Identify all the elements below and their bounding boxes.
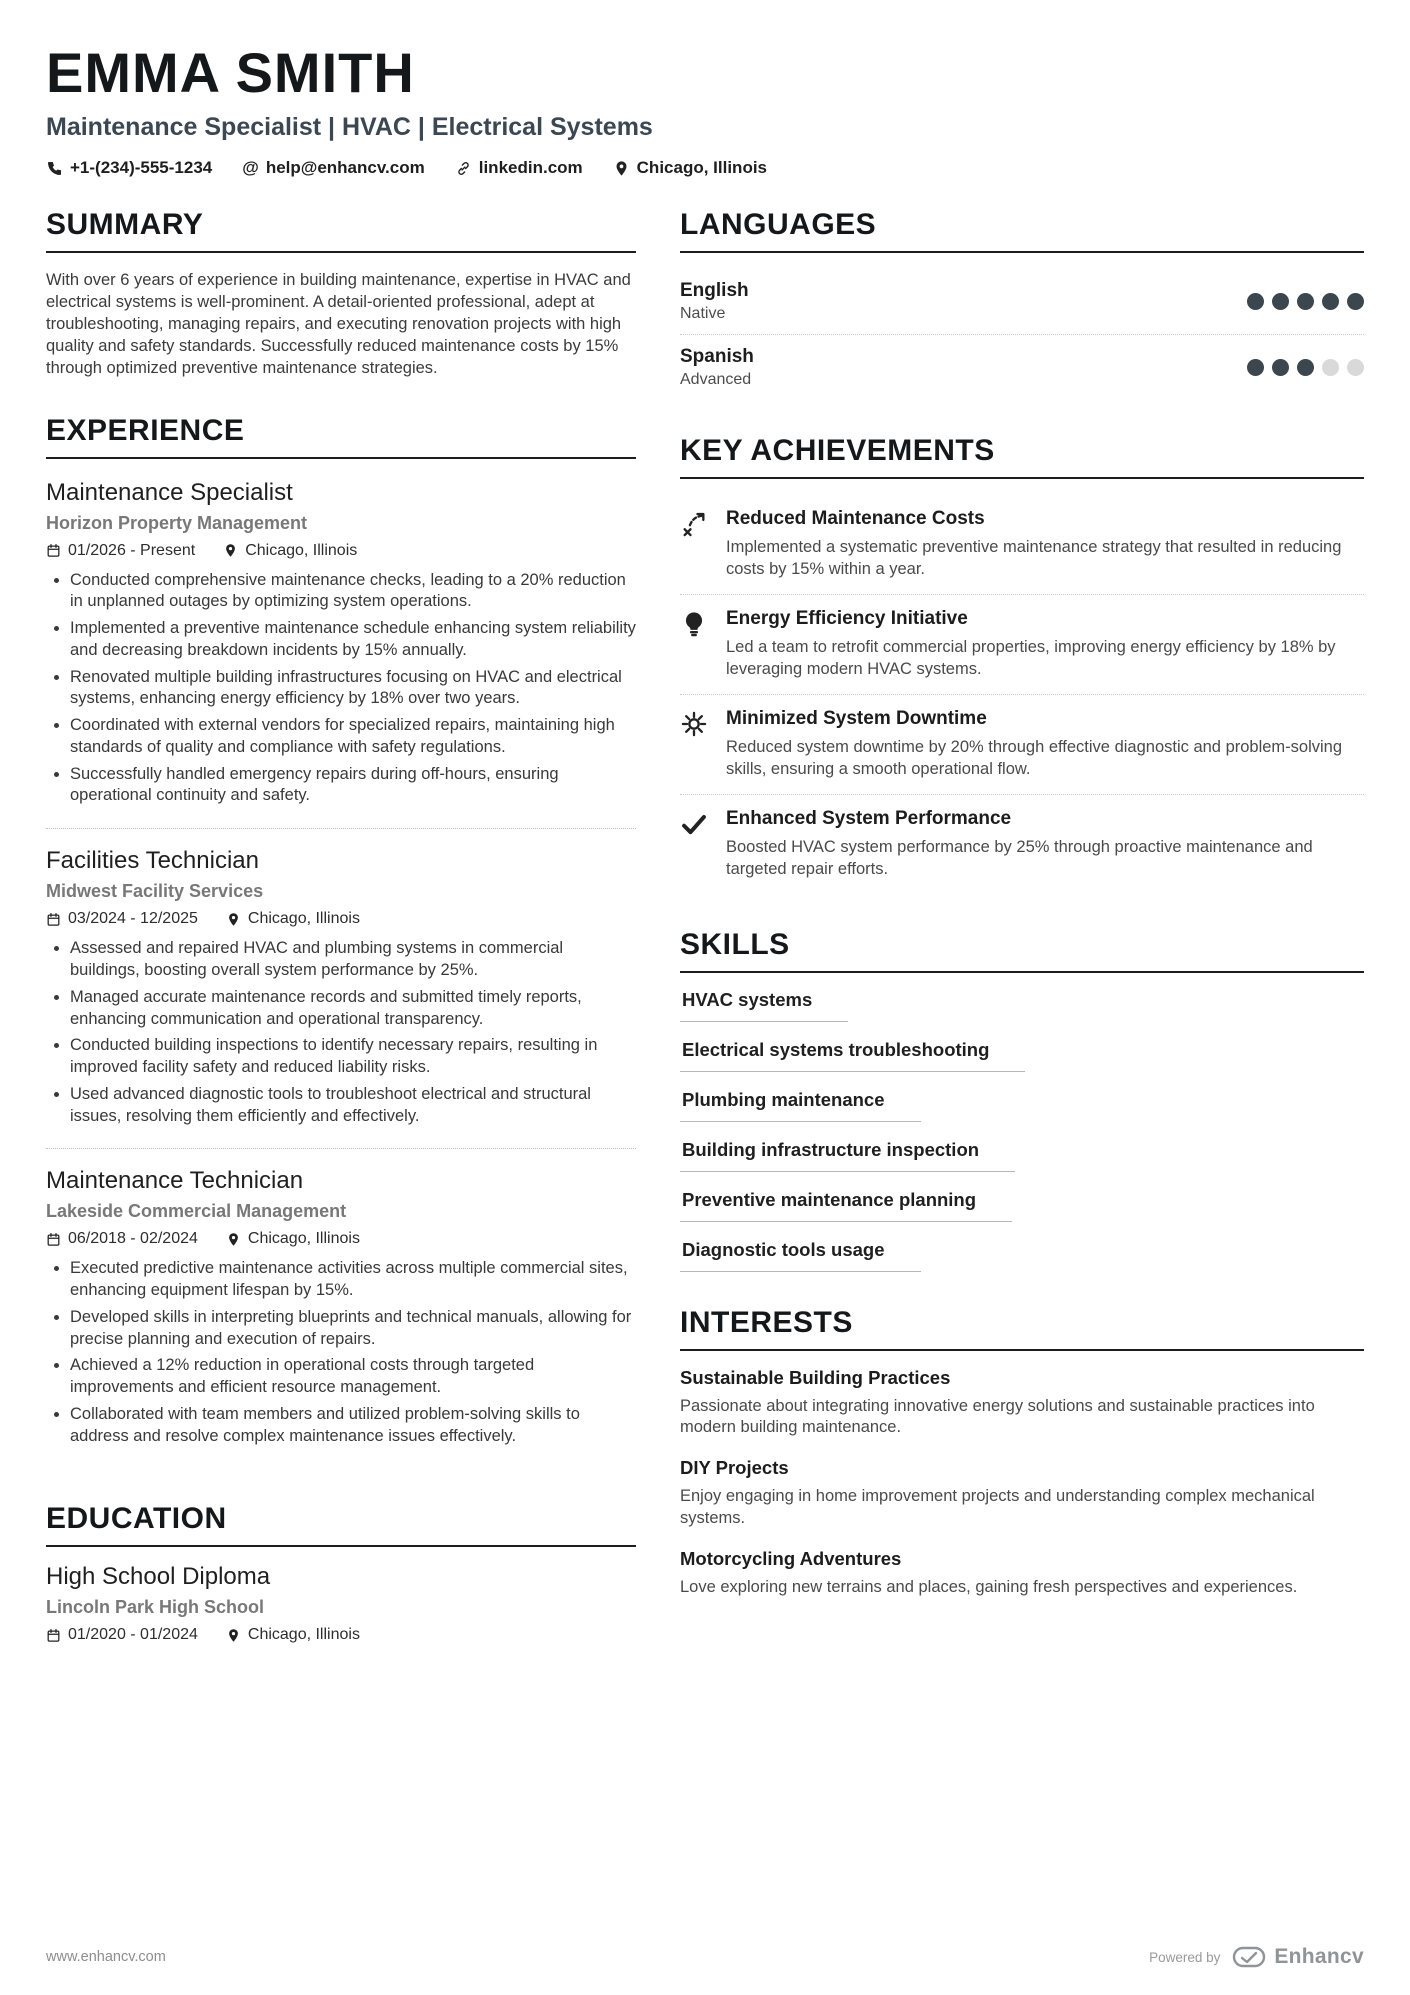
job-meta [46,542,636,560]
enhancv-logo-icon [1232,1945,1266,1969]
level-dot [1272,359,1289,376]
skills-heading: SKILLS [680,928,1364,973]
education-dates: 01/2020 - 01/2024 [46,1626,198,1644]
footer-site-link[interactable]: www.enhancv.com [46,1949,166,1965]
phone-value: +1-(234)-555-1234 [70,158,213,177]
job-meta [46,910,636,928]
job-bullet: • Collaborated with team members and utilized problem-solving skills to address and resolve complex maintenance issues effectively. [70,1404,636,1448]
job-bullets [46,570,636,808]
achievements-heading: KEY ACHIEVEMENTS [680,434,1364,479]
achievement-text: Implemented a systematic preventive maintenance strategy that resulted in reducing costs by 15% within a year. [726,538,1342,578]
level-dot [1322,293,1339,310]
right-column [680,208,1364,1678]
job-location: Chicago, Illinois [226,1230,360,1248]
achievement-text: Reduced system downtime by 20% through effective diagnostic and problem-solving skills, ensuring a smooth operational flow. [726,737,1343,778]
languages-heading: LANGUAGES [680,208,1364,253]
job-bullet: • Conducted building inspections to identify necessary repairs, resulting in improved facility safety and reduced liability risks. [70,1035,636,1079]
skill-item: HVAC systems [680,989,848,1022]
location-pin-icon [226,1628,241,1643]
job-role: Maintenance Specialist [46,478,293,506]
content-columns [46,208,1364,1678]
achievement-text: Led a team to retrofit commercial properties, improving energy efficiency by 18% by leveraging modern HVAC systems. [726,637,1336,678]
bulb-icon [680,608,712,681]
job-bullets [46,1258,636,1447]
page-footer [46,1945,1364,1969]
website-contact[interactable] [455,158,583,178]
job-company: Horizon Property Management [46,512,308,533]
left-column [46,208,636,1678]
calendar-icon [46,912,61,927]
interest-item [680,1367,1364,1440]
achievements-section [680,434,1364,894]
skills-section [680,928,1364,1272]
job-bullet: • Renovated multiple building infrastructures focusing on HVAC and electrical systems, enhancing energy efficiency by 18% over two years. [70,667,636,711]
achievement-title: Energy Efficiency Initiative [726,607,968,629]
job-bullet: • Executed predictive maintenance activities across multiple commercial sites, enhancing equipment lifespan by 15%. [70,1258,636,1302]
skill-item: Building infrastructure inspection [680,1139,1015,1172]
language-dots [1247,359,1364,376]
interest-text: Enjoy engaging in home improvement projects and understanding complex mechanical systems. [680,1487,1315,1528]
job-bullet: • Developed skills in interpreting blueprints and technical manuals, allowing for precise planning and execution of repairs. [70,1307,636,1351]
skill-item: Plumbing maintenance [680,1089,921,1122]
level-dot [1347,359,1364,376]
job-bullet: • Used advanced diagnostic tools to troubleshoot electrical and structural issues, resolving them efficiently and effectively. [70,1084,636,1128]
level-dot [1297,293,1314,310]
calendar-icon [46,1232,61,1247]
link-icon [455,160,472,177]
level-dot [1247,359,1264,376]
skill-row [680,989,1364,1022]
calendar-icon [46,543,61,558]
education-meta [46,1626,636,1644]
education-school: Lincoln Park High School [46,1597,265,1618]
experience-section [46,414,636,1469]
level-dot [1297,359,1314,376]
job-bullet: • Managed accurate maintenance records and submitted timely reports, enhancing communication and operational transparency. [70,987,636,1031]
job-location: Chicago, Illinois [223,542,357,560]
job-location: Chicago, Illinois [226,910,360,928]
skill-item: Diagnostic tools usage [680,1239,921,1272]
location-pin-icon [226,912,241,927]
interest-item [680,1457,1364,1530]
at-icon: @ [242,158,259,177]
job-company: Midwest Facility Services [46,881,264,902]
job-bullet: • Achieved a 12% reduction in operational costs through targeted improvements and efficient resource management. [70,1355,636,1399]
skill-row [680,1239,1364,1272]
location-value: Chicago, Illinois [636,158,768,177]
interest-text: Love exploring new terrains and places, gaining fresh perspectives and experiences. [680,1578,1298,1597]
job-entry [46,828,636,1148]
phone-contact[interactable] [46,158,212,178]
job-bullet: • Successfully handled emergency repairs during off-hours, ensuring operational continuity and safety. [70,764,636,808]
job-dates: 03/2024 - 12/2025 [46,910,198,928]
interests-heading: INTERESTS [680,1306,1364,1351]
enhancv-brand-name: Enhancv [1274,1945,1364,1968]
interest-text: Passionate about integrating innovative energy solutions and sustainable practices into modern building maintenance. [680,1396,1315,1437]
achievement-title: Minimized System Downtime [726,707,987,729]
person-name: EMMA SMITH [46,41,415,104]
level-dot [1322,359,1339,376]
phone-icon [46,160,63,177]
achievement-title: Reduced Maintenance Costs [726,508,985,529]
job-role: Facilities Technician [46,847,259,875]
language-level: Advanced [680,371,752,388]
job-bullet: • Implemented a preventive maintenance schedule enhancing system reliability and decreasing breakdown incidents by 15% annually. [70,618,636,662]
contact-row [46,158,1364,178]
powered-by [1149,1945,1364,1969]
job-role: Maintenance Technician [46,1167,304,1195]
level-dot [1272,293,1289,310]
skill-item: Preventive maintenance planning [680,1189,1012,1222]
location-pin-icon [223,543,238,558]
education-section [46,1502,636,1644]
interest-item [680,1548,1364,1599]
skill-item: Electrical systems troubleshooting [680,1039,1025,1072]
language-name: Spanish [680,346,754,367]
website-value: linkedin.com [478,158,583,177]
interests-section [680,1306,1364,1600]
language-row [680,269,1364,334]
level-dot [1347,293,1364,310]
person-title: Maintenance Specialist | HVAC | Electrical Systems [46,113,653,141]
achievement-text: Boosted HVAC system performance by 25% through proactive maintenance and targeted repair efforts. [726,837,1313,878]
calendar-icon [46,1628,61,1643]
job-bullets [46,938,636,1127]
summary-text: With over 6 years of experience in building maintenance, expertise in HVAC and electrical systems is well-prominent. A detail-oriented professional, adept at troubleshooting, managing repairs, and executing renovation projects with high quality and safety standards. Successfully reduced maintenance costs by 15% through optimized preventive maintenance strategies. [46,271,631,378]
education-location: Chicago, Illinois [226,1626,360,1644]
location-contact [613,158,767,178]
job-dates: 06/2018 - 02/2024 [46,1230,198,1248]
job-bullet: • Conducted comprehensive maintenance checks, leading to a 20% reduction in unplanned outages by optimizing system operations. [70,570,636,614]
powered-by-label: Powered by [1149,1949,1221,1965]
summary-section [46,208,636,380]
route-icon [680,508,712,581]
language-level: Native [680,305,726,322]
level-dot [1247,293,1264,310]
interest-title: DIY Projects [680,1457,789,1479]
achievement-item [680,794,1364,894]
achievement-title: Enhanced System Performance [726,807,1012,829]
achievement-item [680,594,1364,694]
skill-row [680,1189,1364,1222]
enhancv-brand[interactable] [1232,1945,1364,1969]
gear-icon [680,708,712,781]
language-name: English [680,280,749,301]
skill-row [680,1139,1364,1172]
language-row [680,334,1364,400]
check-icon [680,808,712,881]
job-company: Lakeside Commercial Management [46,1201,347,1222]
summary-heading: SUMMARY [46,208,636,253]
experience-heading: EXPERIENCE [46,414,636,459]
job-dates: 01/2026 - Present [46,542,195,560]
resume-header [46,40,1364,178]
education-heading: EDUCATION [46,1502,636,1547]
email-contact[interactable] [242,158,425,178]
job-meta [46,1230,636,1248]
achievement-item [680,495,1364,594]
education-degree: High School Diploma [46,1563,271,1591]
job-bullet: • Assessed and repaired HVAC and plumbing systems in commercial buildings, boosting overall system performance by 25%. [70,938,636,982]
job-entry [46,475,636,829]
job-entry [46,1148,636,1468]
achievement-item [680,694,1364,794]
interest-title: Sustainable Building Practices [680,1366,951,1388]
job-bullet: • Coordinated with external vendors for specialized repairs, maintaining high standards of quality and compliance with safety regulations. [70,715,636,759]
languages-section [680,208,1364,400]
interest-title: Motorcycling Adventures [680,1548,902,1570]
location-pin-icon [613,160,630,177]
email-value: help@enhancv.com [265,158,425,177]
language-dots [1247,293,1364,310]
skill-row [680,1039,1364,1072]
skill-row [680,1089,1364,1122]
location-pin-icon [226,1232,241,1247]
